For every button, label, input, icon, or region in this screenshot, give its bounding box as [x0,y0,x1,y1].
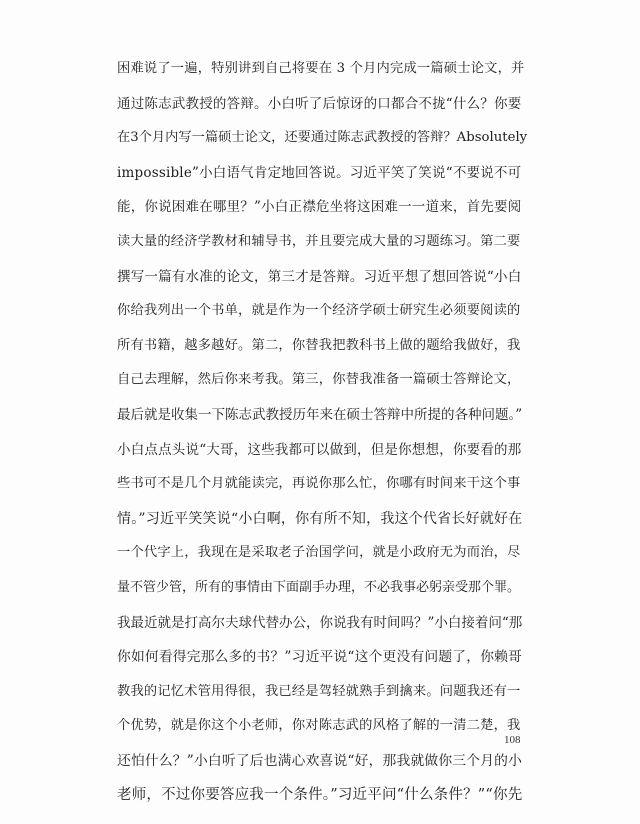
text-line: 读大量的经济学教材和辅导书，并且要完成大量的习题练习。第二要 [117,233,521,249]
body-text [117,52,527,813]
text-line: 我最近就是打高尔夫球代替办公，你说我有时间吗？”小白接着问“那 [117,614,523,631]
text-line: 些书可不是几个月就能读完，再说你那么忙，你哪有时间来干这个事 [117,476,521,492]
text-line: 通过陈志武教授的答辩。小白听了后惊讶的口都合不拢“什么？你要 [117,95,522,112]
page-number: 108 [504,734,521,746]
text-line: 所有书籍，越多越好。第二，你替我把教科书上做的题给我做好，我 [117,337,521,353]
text-line: 你给我列出一个书单，就是作为一个经济学硕士研究生必须要阅读的 [117,303,521,319]
text-line: impossible”小白语气肯定地回答说。习近平笑了笑说“不要说不可 [117,164,522,181]
text-line: 撰写一篇有水准的论文，第三才是答辩。习近平想了想回答说“小白 [117,268,522,285]
text-line: 最后就是收集一下陈志武教授历年来在硕士答辩中所提的各种问题。” [117,406,523,423]
text-line: 还怕什么？”小白听了后也满心欢喜说“好，那我就做你三个月的小 [117,752,523,769]
text-line: 老师，不过你要答应我一个条件。”习近平问“什么条件？”“你先 [117,787,523,804]
text-line: 个优势，就是你这个小老师，你对陈志武的风格了解的一清二楚，我 [117,718,521,734]
text-line: 自己去理解，然后你来考我。第三，你替我准备一篇硕士答辩论文， [117,372,521,388]
text-line: 困难说了一遍，特别讲到自己将要在 3 个月内完成一篇硕士论文，并 [117,61,525,76]
text-line: 教我的记忆术管用得很，我已经是驾轻就熟手到擒来。问题我还有一 [117,683,521,699]
text-line: 你如何看得完那么多的书？”习近平说“这个更没有问题了，你赖哥 [117,649,523,666]
text-line: 一个代字上，我现在是采取老子治国学问，就是小政府无为而治，尽 [117,545,521,561]
text-line: 情。”习近平笑笑说“小白啊，你有所不知，我这个代省长好就好在 [117,510,523,527]
text-line: 量不管少管，所有的事情由下面副手办理，不必我事必躬亲受那个罪。 [117,579,521,595]
text-line: 在3个月内写一篇硕士论文，还要通过陈志武教授的答辩？Absolutely [117,130,528,146]
text-line: 能，你说困难在哪里？”小白正襟危坐将这困难一一道来，首先要阅 [117,199,522,216]
text-line: 小白点点头说“大哥，这些我都可以做到，但是你想想，你要看的那 [117,441,522,458]
